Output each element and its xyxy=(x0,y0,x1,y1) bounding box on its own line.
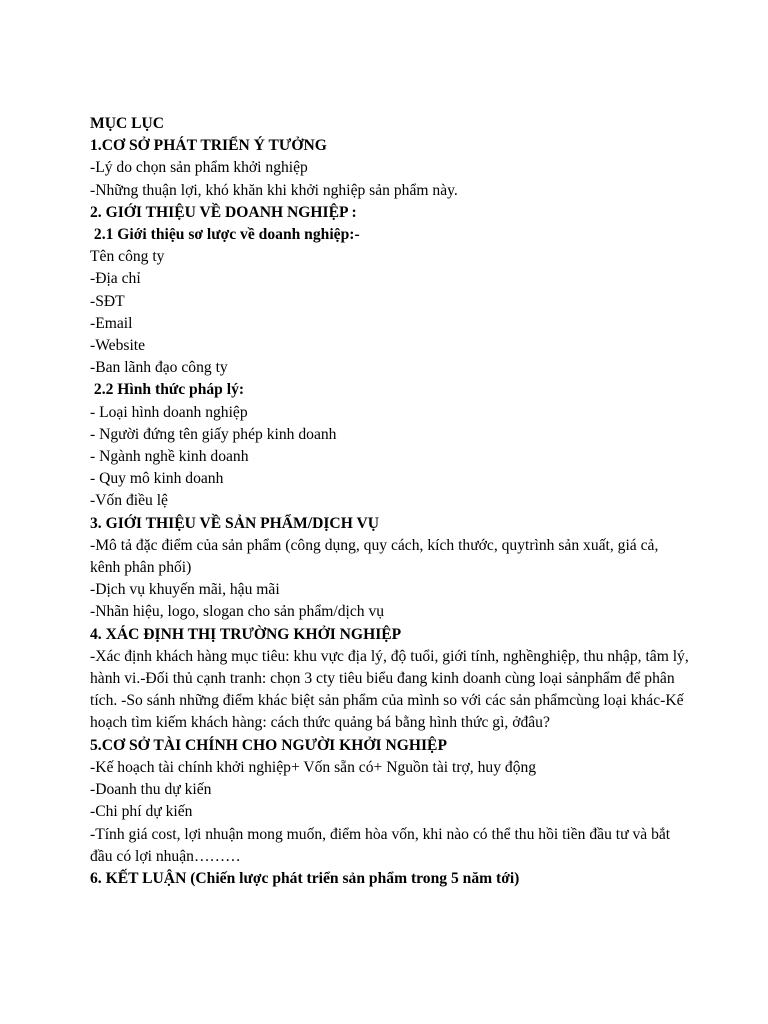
list-item: -Lý do chọn sản phẩm khởi nghiệp xyxy=(90,159,308,177)
toc-title: MỤC LỤC xyxy=(90,115,165,132)
list-item: Tên công ty xyxy=(90,248,165,266)
list-item: -Email xyxy=(90,314,133,332)
subsection-heading-2-1: 2.1 Giới thiệu sơ lược về doanh nghiệp:- xyxy=(90,226,360,244)
list-item: - Loại hình doanh nghiệp xyxy=(90,403,248,421)
list-item: -Địa chỉ xyxy=(90,270,141,288)
list-item: -Tính giá cost, lợi nhuận mong muốn, điểm hòa vốn, khi nào có thể thu hồi tiền đầu tư và bắt đầu có lợi nhuận……… xyxy=(90,825,675,865)
list-item: -Kế hoạch tài chính khởi nghiệp+ Vốn sẵn có+ Nguồn tài trợ, huy động xyxy=(90,758,537,776)
subsection-heading-2-2: 2.2 Hình thức pháp lý: xyxy=(90,381,245,399)
list-item: -Chi phí dự kiến xyxy=(90,803,193,821)
list-item: -Những thuận lợi, khó khăn khi khởi nghiệp sản phẩm này. xyxy=(90,181,458,199)
section-heading-4: 4. XÁC ĐỊNH THỊ TRƯỜNG KHỞI NGHIỆP xyxy=(90,625,402,643)
list-item: -Nhãn hiệu, logo, slogan cho sản phẩm/dịch vụ xyxy=(90,603,385,621)
section-heading-6: 6. KẾT LUẬN (Chiến lược phát triển sản phẩm trong 5 năm tới) xyxy=(90,869,520,887)
list-item: -Dịch vụ khuyến mãi, hậu mãi xyxy=(90,581,280,599)
list-item: -SĐT xyxy=(90,292,125,310)
list-item: -Mô tả đặc điểm của sản phẩm (công dụng, quy cách, kích thước, quytrình sản xuất, giá cả, kênh phân phối) xyxy=(90,536,663,577)
list-item: - Quy mô kinh doanh xyxy=(90,470,224,488)
list-item: -Vốn điều lệ xyxy=(90,492,168,510)
section-heading-2: 2. GIỚI THIỆU VỀ DOANH NGHIỆP : xyxy=(90,203,357,221)
list-item: -Doanh thu dự kiến xyxy=(90,781,212,799)
paragraph: -Xác định khách hàng mục tiêu: khu vực địa lý, độ tuổi, giới tính, nghềnghiệp, thu nhập, tâm lý, hành vi.-Đối thủ cạnh tranh: chọn 3 cty tiêu biểu đang kinh doanh cùng loại sảnphẩm để phân tích. -So sánh những điểm khác biệt sản phẩm của mình so với các sản phẩmcùng loại khác-Kế hoạch tìm kiếm khách hàng: cách thức quảng bá bằng hình thức gì, ởđâu? xyxy=(90,647,693,732)
list-item: - Người đứng tên giấy phép kinh doanh xyxy=(90,425,337,443)
section-heading-5: 5.CƠ SỞ TÀI CHÍNH CHO NGƯỜI KHỞI NGHIỆP xyxy=(90,736,447,754)
list-item: -Website xyxy=(90,337,146,355)
section-heading-1: 1.CƠ SỞ PHÁT TRIỂN Ý TƯỞNG xyxy=(90,137,327,155)
list-item: - Ngành nghề kinh doanh xyxy=(90,448,249,466)
list-item: -Ban lãnh đạo công ty xyxy=(90,359,228,377)
document-page xyxy=(90,113,693,890)
section-heading-3: 3. GIỚI THIỆU VỀ SẢN PHẨM/DỊCH VỤ xyxy=(90,514,379,532)
